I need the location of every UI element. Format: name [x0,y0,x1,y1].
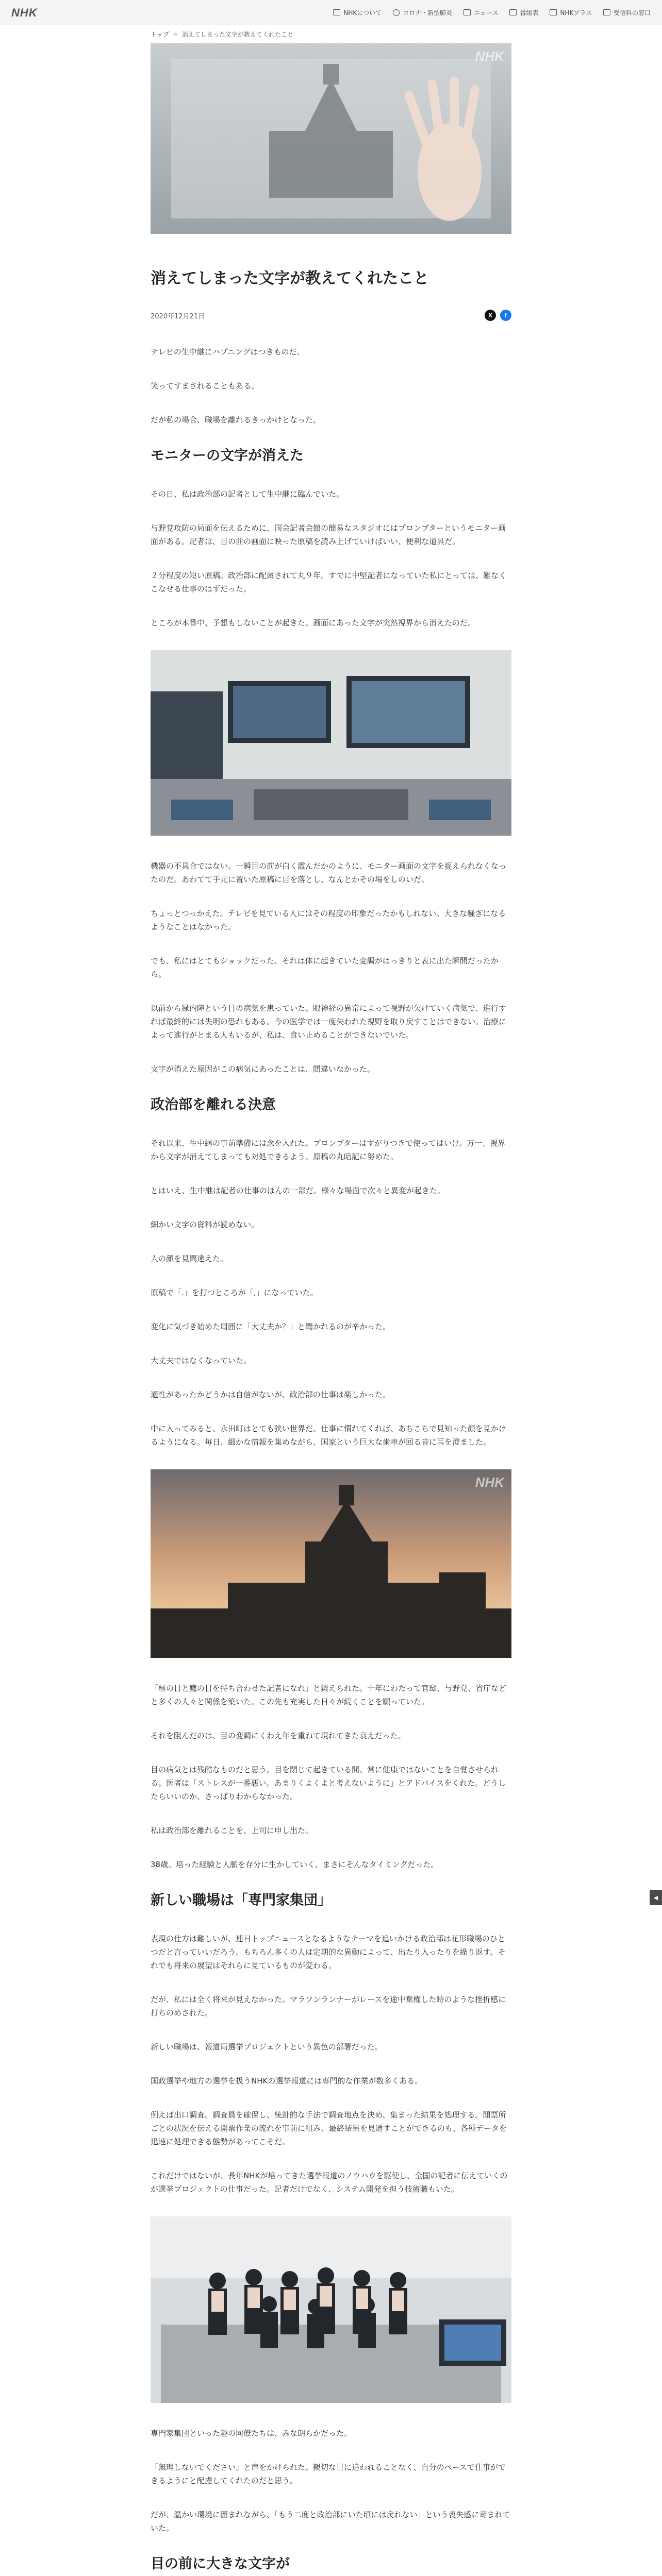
paragraph: 38歳。培った経験と人脈を存分に生かしていく、まさにそんなタイミングだった。 [151,1860,439,1869]
watermark: NHK [475,1475,504,1490]
paragraph: 原稿で「.」を打つところが「,」になっていた。 [151,1288,318,1297]
paragraph: 新しい職場は、報道局選挙プロジェクトという異色の部署だった。 [151,2042,383,2052]
virus-icon [393,9,400,16]
share-x-button[interactable]: X [485,310,496,321]
studio-photo [151,650,511,836]
paragraph: 笑ってすまされることもある。 [151,381,259,391]
paragraph: 表現の仕方は難しいが、連日トップニュースとなるようなテーマを追いかける政治部は花形職場のひとつだと言っていいだろう。もちろん多くの人は定期的な異動によって、出たり入ったりを繰り返す。それでも将来の展望はそれらに見ているものが変わる。 [151,1934,506,1970]
paragraph: だが私の場合、職場を離れるきっかけとなった。 [151,415,321,425]
paragraph: テレビの生中継にハプニングはつきものだ。 [151,347,305,357]
meta-row [151,309,511,321]
nav-item-corona[interactable] [393,8,452,17]
paragraph: 私は政治部を離れることを、上司に申し出た。 [151,1826,313,1835]
site-header [0,0,662,25]
paragraph: だが、私には全く将来が見えなかった。マラソンランナーがレースを途中棄権した時のような挫折感に打ちのめされた。 [151,1995,506,2018]
paragraph: 国政選挙や地方の選挙を扱うNHKの選挙報道には専門的な作業が数多くある。 [151,2076,423,2086]
nav-label: ニュース [474,9,499,16]
breadcrumb-top-link[interactable]: トップ [151,30,169,38]
section-heading: 目の前に大きな文字が [151,2556,290,2572]
paragraph: ２分程度の短い原稿。政治部に配属されて丸９年。すでに中堅記者になっていた私にとっては、難なくこなせる仕事のはずだった。 [151,571,507,594]
building-icon [333,9,340,15]
hero-image [151,43,511,234]
chevron-right-icon: > [173,30,178,38]
nav-label: NHKプラス [560,9,592,16]
article-date: 2020年12月21日 [151,312,205,320]
watermark: NHK [475,48,504,64]
article-title: 消えてしまった文字が教えてくれたこと [151,269,429,287]
nhk-logo[interactable]: NHK [11,6,38,19]
yen-icon [603,9,610,15]
paragraph: 大丈夫ではなくなっていた。 [151,1356,252,1365]
news-icon [464,9,471,15]
section-heading: 政治部を離れる決意 [151,1097,276,1113]
page-top-button[interactable] [650,1890,662,1905]
header-nav [333,0,651,25]
diet-building-photo [151,1469,511,1658]
nav-label: コロナ・新型肺炎 [403,9,453,16]
paragraph: 「極の目と鷹の目を持ち合わせた記者になれ」と鍛えられた。十年にわたって官邸、与野党、省庁などと多くの人々と関係を築いた。この先も充実した日々が続くことを願っていた。 [151,1684,507,1706]
paragraph: 「無理しないでください」と声をかけられた。親切な目に追われることなく、自分のペースで仕事ができるようにと配慮してくれたのだと思う。 [151,2463,506,2485]
paragraph: ところが本番中、予想もしないことが起きた。画面にあった文字が突然視界から消えたのだ。 [151,618,475,628]
nav-label: NHKについて [343,9,382,16]
paragraph: その日、私は政治部の記者として生中継に臨んでいた。 [151,489,344,499]
paragraph: 例えば出口調査。調査員を確保し、統計的な手法で調査地点を決め、集まった結果を処理する。開票所ごとの状況を伝える開票作業の流れを事前に組み、最終結果を見通すことができるのも、各種データを迅速に処理できる態勢があってこそだ。 [151,2110,507,2146]
paragraph: でも、私にはとてもショックだった。それは体に起きていた変調がはっきりと表に出た瞬間だったから。 [151,956,499,979]
paragraph: 人の顔を見間違えた。 [151,1254,228,1263]
paragraph: それ以来、生中継の事前準備には念を入れた。プロンプターはすがりつきで使ってはいけ。万一、視界から文字が消えてしまっても対処できるよう、原稿の丸暗記に努めた。 [151,1139,506,1161]
article-body [151,345,511,2576]
paragraph: 適性があったかどうかは自信がないが、政治部の仕事は楽しかった。 [151,1390,390,1399]
paragraph: 細かい文字の資料が読めない。 [151,1220,259,1229]
paragraph: 機器の不具合ではない。一瞬目の前が白く霞んだかのように、モニター画面の文字を捉えられなくなったのだ。あわてて手元に置いた原稿に目を落とし、なんとかその場をしのいだ。 [151,861,507,884]
paragraph: 文字が消えた原因がこの病気にあったことは、間違いなかった。 [151,1064,375,1074]
breadcrumb-current: 消えてしまった文字が教えてくれたこと [181,30,293,38]
paragraph: 変化に気づき始めた周囲に「大丈夫か？」と聞かれるのが辛かった。 [151,1322,391,1331]
paragraph: だが、温かい環境に囲まれながら、「もう二度と政治部にいた頃には戻れない」という喪失感に苛まれていた。 [151,2510,510,2533]
arrow-left-icon: ◀ [653,1894,658,1901]
paragraph: 専門家集団といった趣の同僚たちは、みな朗らかだった。 [151,2429,352,2438]
paragraph: 与野党攻防の局面を伝えるために、国会記者会館の簡易なスタジオにはプロンプターというモニター画面がある。記者は、目の前の画面に映った原稿を読み上げていけばいい、便利な道具だ。 [151,523,506,546]
nav-item-schedule[interactable] [509,8,538,17]
article-main [151,25,511,2576]
section-heading: 新しい職場は「専門家集団」 [151,1892,332,1908]
section-heading: モニターの文字が消えた [151,448,304,464]
nav-item-about[interactable] [333,8,382,17]
paragraph: これだけではないが、長年NHKが培ってきた選挙報道のノウハウを駆使し、全国の記者に伝えていくのが選挙プロジェクトの仕事だった。記者だけでなく、システム開発を担う技術職もいた。 [151,2171,508,2194]
paragraph: それを阻んだのは、目の変調にくわえ年を重ねて現れてきた衰えだった。 [151,1731,406,1740]
schedule-icon [509,9,517,15]
nav-item-nhkplus[interactable] [550,8,592,17]
breadcrumb [151,25,511,43]
nav-label: 受信料の窓口 [613,9,651,16]
paragraph: 以前から緑内障という目の病気を患っていた。眼神経の異常によって視野が欠けていく病気で、進行すれば最終的には失明の恐れもある。今の医学では一度失われた視野を取り戻すことはできない。治療によって進行がとまる人もいるが、私は、食い止めることができないでいた。 [151,1004,507,1040]
nav-item-fee[interactable] [603,8,651,17]
nav-label: 番組表 [520,9,539,16]
paragraph: とはいえ、生中継は記者の仕事のほんの一部だ。様々な場面で次々と異変が起きた。 [151,1186,445,1195]
share-facebook-button[interactable]: f [500,310,511,321]
paragraph: ちょっとつっかえた。テレビを見ている人にはその程度の印象だったかもしれない。大きな騒ぎになるようなことはなかった。 [151,909,506,931]
tv-icon [550,9,557,15]
paragraph: 中に入ってみると、永田町はとても狭い世界だ。仕事に慣れてくれば、あちこちで見知った顔を見かけるようになる。毎日、細かな情報を集めながら、国家という巨大な歯車が回る音に耳を澄ました。 [151,1424,506,1447]
share-buttons [485,310,511,321]
paragraph: 目の病気とは残酷なものだと思う。目を閉じて起きている間、常に健康ではないことを自覚させられる。医者は「ストレスが一番悪い。あまりくよくよと考えないように」とアドバイスをくれた。どうしたらいいのか、さっぱりわからなかった。 [151,1765,506,1801]
nav-item-news[interactable] [464,8,498,17]
team-photo [151,2216,511,2403]
